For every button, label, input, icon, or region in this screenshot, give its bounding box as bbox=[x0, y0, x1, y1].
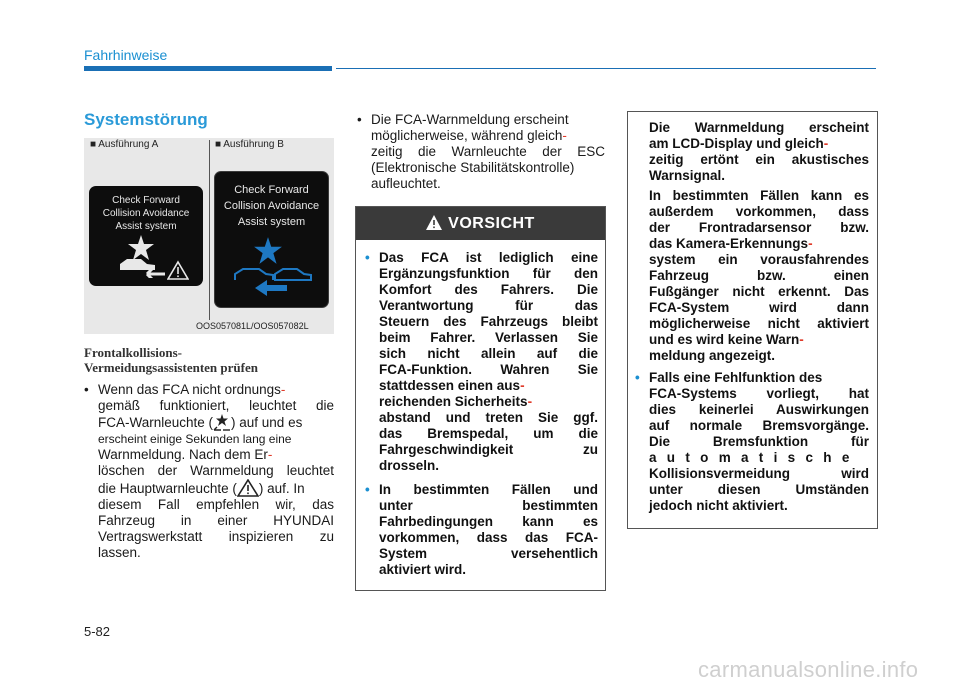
hyphen-mark: - bbox=[823, 136, 829, 151]
watermark: carmanualsonline.info bbox=[698, 657, 919, 682]
page-heading: Systemstörung bbox=[84, 110, 208, 129]
caution-line: Verantwortung für das bbox=[379, 298, 598, 313]
caution-text: reichenden Sicherheits bbox=[379, 394, 528, 409]
caution-line: System versehentlich bbox=[379, 546, 598, 561]
screen-b-message: Check Forward Collision Avoidance Assist system bbox=[223, 184, 320, 228]
bullet-line: Vertragswerkstatt inspizieren zu bbox=[98, 529, 334, 544]
caution-line: aktiviert wird. bbox=[379, 562, 467, 577]
caution-body bbox=[365, 250, 598, 578]
info-line: FCA-Systems vorliegt, hat bbox=[649, 386, 869, 401]
info-text: am LCD-Display und gleich bbox=[649, 136, 824, 151]
figure-divider bbox=[209, 140, 210, 320]
info-line: FCA-System wird dann bbox=[649, 300, 869, 315]
bullet-dot: • bbox=[365, 250, 370, 265]
info-line: der Frontradarsensor bzw. bbox=[649, 220, 869, 235]
info-box bbox=[627, 111, 878, 529]
info-line bbox=[649, 332, 869, 348]
caution-line: Komfort des Fahrers. Die bbox=[379, 282, 598, 297]
info-text: Falls eine Fehlfunktion des bbox=[649, 370, 823, 385]
section-title: Fahrhinweise bbox=[84, 47, 168, 63]
screen-a-message: Check Forward Collision Avoidance Assist system bbox=[102, 195, 190, 232]
caution-line: unter bestimmten bbox=[379, 498, 598, 513]
info-line: Kollisionsvermeidung wird bbox=[649, 466, 869, 481]
info-line: auf normale Bremsvorgänge. bbox=[649, 418, 869, 433]
info-line: möglicherweise nicht aktiviert bbox=[649, 316, 869, 331]
bullet-text: ) auf. In bbox=[258, 481, 305, 496]
hyphen-mark: - bbox=[799, 332, 804, 347]
info-line: außerdem vorkommen, dass bbox=[649, 204, 869, 219]
hyphen-mark: - bbox=[527, 394, 533, 409]
caution-line: Steuern des Fahrzeugs bleibt bbox=[379, 314, 598, 329]
info-line: meldung angezeigt. bbox=[649, 348, 776, 363]
bullet-dot: • bbox=[635, 370, 640, 385]
bullet-text: Die FCA-Warnmeldung erscheint bbox=[371, 112, 569, 127]
caution-line: abstand und treten Sie ggf. bbox=[379, 410, 598, 425]
bullet-line: zeitig die Warnleuchte der ESC bbox=[371, 144, 605, 159]
bullet-line: gemäß funktioniert, leuchtet die bbox=[98, 398, 334, 413]
caution-line: sich nicht allein auf die bbox=[379, 346, 598, 361]
info-line bbox=[649, 236, 869, 252]
bullet-line: (Elektronische Stabilitätskontrolle) bbox=[371, 160, 575, 175]
fca-warning-icon bbox=[213, 414, 231, 431]
info-line: unter diesen Umständen bbox=[649, 482, 869, 497]
variant-a-label: ■ Ausführung A bbox=[90, 139, 159, 150]
caution-line: Fahrbedingungen kann es bbox=[379, 514, 598, 529]
variant-b-label: ■ Ausführung B bbox=[215, 139, 284, 150]
page-number: 5-82 bbox=[84, 624, 111, 639]
caution-line: vorkommen, dass das FCA- bbox=[379, 530, 598, 545]
bullet-line: lassen. bbox=[98, 545, 141, 560]
info-line: system ein vorausfahrendes bbox=[649, 252, 869, 267]
cluster-screen-b bbox=[214, 171, 329, 308]
warning-triangle-icon bbox=[167, 260, 189, 280]
caution-line: Fahrgeschwindigkeit zu bbox=[379, 442, 598, 457]
header-rule-thin bbox=[336, 68, 876, 69]
bullet-line: Fahrzeug in einer HYUNDAI bbox=[98, 513, 334, 528]
cluster-screen-a bbox=[89, 186, 203, 286]
caution-line bbox=[365, 394, 598, 410]
car-outline-icon bbox=[117, 252, 169, 278]
bullet-line bbox=[84, 447, 334, 463]
warning-triangle-icon bbox=[426, 215, 442, 230]
bullet-dot: • bbox=[365, 482, 370, 497]
caution-line bbox=[365, 482, 598, 498]
header-rule-thick bbox=[84, 66, 332, 71]
subheading bbox=[84, 345, 258, 375]
bullet-line bbox=[84, 414, 334, 431]
info-line: Fahrzeug bzw. einen bbox=[649, 268, 869, 283]
bullet-text: Warnmeldung. Nach dem Er bbox=[98, 447, 268, 462]
info-line: Warnsignal. bbox=[649, 168, 726, 183]
info-line: automatische bbox=[649, 450, 860, 465]
bullet-text: FCA-Warnleuchte ( bbox=[98, 415, 214, 430]
bullet-line bbox=[84, 479, 334, 497]
subheading-line-2: Vermeidungsassistenten prüfen bbox=[84, 360, 258, 375]
bullet-line bbox=[357, 112, 605, 128]
bullet-text: Wenn das FCA nicht ordnungs bbox=[98, 382, 281, 397]
caution-line: FCA-Funktion. Wahren Sie bbox=[379, 362, 598, 377]
caution-line bbox=[365, 378, 598, 394]
hyphen-mark: - bbox=[520, 378, 525, 393]
hyphen-mark: - bbox=[562, 128, 567, 143]
bullet-line: aufleuchtet. bbox=[371, 176, 441, 191]
info-line bbox=[649, 136, 869, 152]
caution-header bbox=[356, 207, 605, 240]
hyphen-mark: - bbox=[267, 447, 273, 462]
figure-panel bbox=[84, 138, 334, 334]
bullet-fca-malfunction bbox=[84, 382, 334, 561]
caution-title: VORSICHT bbox=[448, 215, 535, 232]
caution-line: beim Fahrer. Verlassen Sie bbox=[379, 330, 598, 345]
info-line: Fußgänger nicht erkennt. Das bbox=[649, 284, 869, 299]
bullet-line bbox=[357, 128, 605, 144]
bullet-line: löschen der Warnmeldung leuchtet bbox=[98, 463, 334, 478]
master-warning-triangle-icon bbox=[237, 479, 259, 497]
bullet-esc-warning bbox=[357, 112, 605, 192]
hyphen-mark: - bbox=[280, 382, 286, 397]
subheading-line-1: Frontalkollisions- bbox=[84, 345, 183, 360]
caution-line bbox=[365, 250, 598, 266]
info-text: und es wird keine Warn bbox=[649, 332, 800, 347]
bullet-text: die Hauptwarnleuchte ( bbox=[98, 481, 237, 496]
bullet-line bbox=[84, 382, 334, 398]
caution-line: drosseln. bbox=[379, 458, 440, 473]
caution-text: In bestimmten Fällen und bbox=[379, 482, 598, 497]
caution-text: stattdessen einen aus bbox=[379, 378, 521, 393]
info-line bbox=[635, 370, 869, 386]
caution-box bbox=[355, 206, 606, 591]
info-line: jedoch nicht aktiviert. bbox=[649, 498, 788, 513]
info-line: Die Warnmeldung erscheint bbox=[649, 120, 869, 135]
hyphen-mark: - bbox=[808, 236, 813, 251]
caution-text: Das FCA ist lediglich eine bbox=[379, 250, 598, 265]
bullet-dot: • bbox=[84, 382, 89, 397]
bullet-text: möglicherweise, während gleich bbox=[371, 128, 563, 143]
figure-code: OOS057081L/OOS057082L bbox=[196, 321, 309, 331]
info-line: Die Bremsfunktion für bbox=[649, 434, 869, 449]
info-line: dies keinerlei Auswirkungen bbox=[649, 402, 869, 417]
bullet-line: erscheint einige Sekunden lang eine bbox=[98, 432, 292, 446]
caution-line: Ergänzungsfunktion für den bbox=[379, 266, 598, 281]
info-box-body bbox=[635, 120, 869, 514]
bullet-text: ) auf und es bbox=[231, 415, 303, 430]
info-text: das Kamera-Erkennungs bbox=[649, 236, 809, 251]
bullet-dot: • bbox=[357, 112, 362, 127]
caution-line: das Bremspedal, um die bbox=[379, 426, 598, 441]
info-line: zeitig ertönt ein akustisches bbox=[649, 152, 869, 167]
info-line: In bestimmten Fällen kann es bbox=[649, 188, 869, 203]
bullet-line: diesem Fall empfehlen wir, das bbox=[98, 497, 334, 512]
arrow-left-icon bbox=[253, 278, 289, 298]
